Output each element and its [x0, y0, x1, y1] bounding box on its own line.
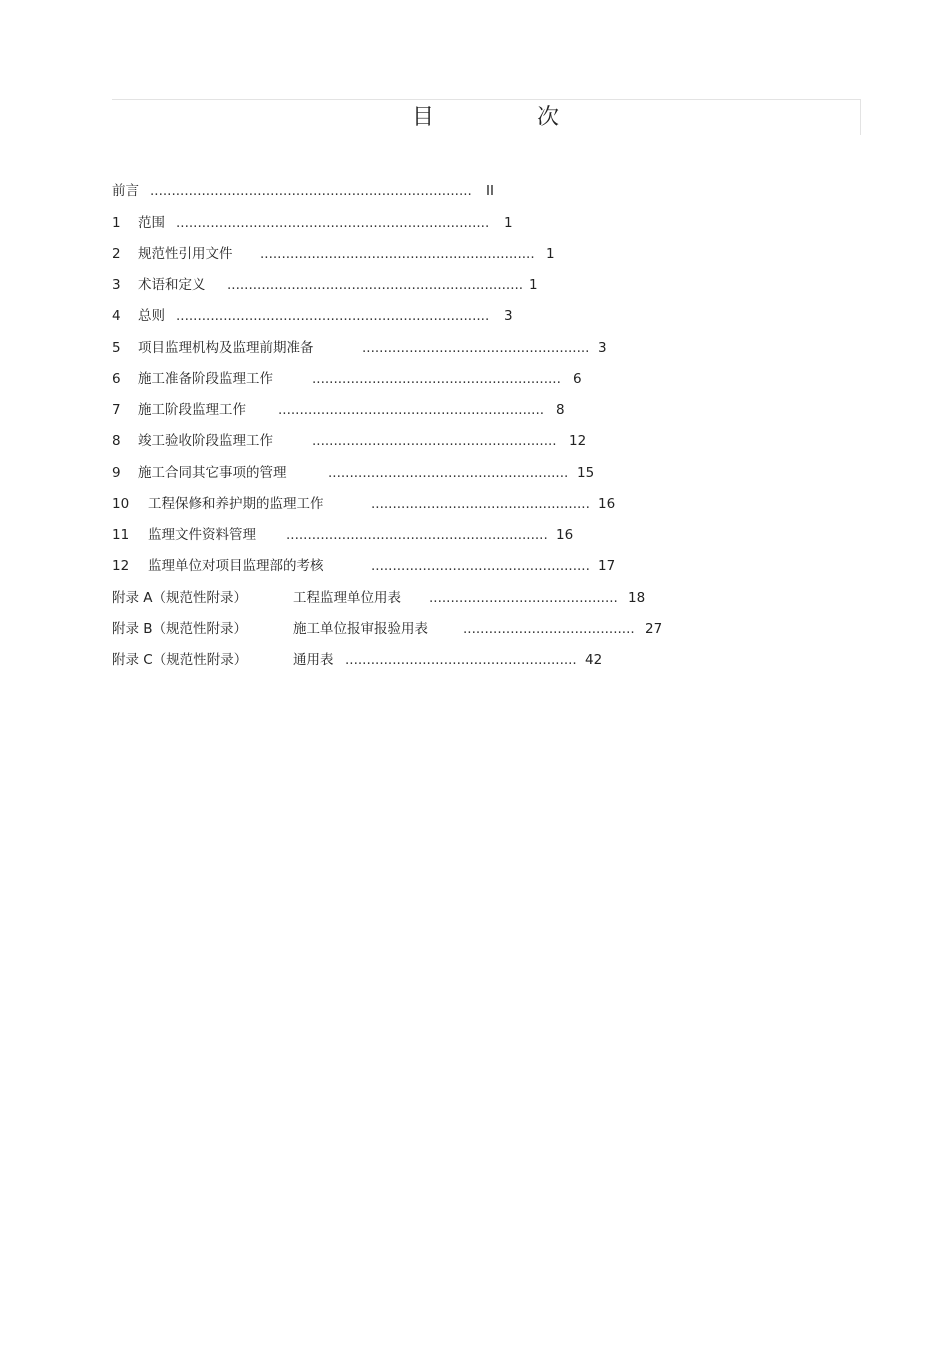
- toc-leader-dots: ................................................................: [260, 246, 535, 262]
- toc-entry-label: 监理文件资料管理: [148, 527, 256, 543]
- title-char-2: 次: [537, 105, 560, 130]
- toc-entry-label: 工程监理单位用表: [293, 590, 401, 606]
- toc-page-number: 3: [598, 340, 607, 356]
- toc-entry-number: 9: [112, 465, 121, 481]
- toc-entry-number: 4: [112, 308, 121, 324]
- toc-page-number: 8: [556, 402, 565, 418]
- header-side-rule: [860, 99, 861, 135]
- toc-entry-label: 施工合同其它事项的管理: [138, 465, 287, 481]
- toc-entry-label: 通用表: [293, 652, 334, 668]
- toc-page-number: 42: [585, 652, 603, 668]
- toc-leader-dots: ...................................................: [371, 558, 590, 574]
- toc-annex-label: 附录 C（规范性附录）: [112, 652, 248, 668]
- toc-leader-dots: ........................................................: [328, 465, 569, 481]
- toc-entry-label: 施工阶段监理工作: [138, 402, 246, 418]
- toc-entry-number: 8: [112, 433, 121, 449]
- toc-entry-label: 范围: [138, 215, 165, 231]
- toc-annex-label: 附录 A（规范性附录）: [112, 590, 248, 606]
- toc-leader-dots: .....................................................................: [227, 277, 524, 293]
- toc-entry-label: 前言: [112, 183, 139, 199]
- toc-entry-label: 工程保修和养护期的监理工作: [148, 496, 324, 512]
- toc-leader-dots: .............................................................: [286, 527, 548, 543]
- toc-entry-label: 竣工验收阶段监理工作: [138, 433, 273, 449]
- toc-page-number: 1: [529, 277, 538, 293]
- toc-page-number: 1: [504, 215, 513, 231]
- toc-page-number: 3: [504, 308, 513, 324]
- toc-entry-label: 监理单位对项目监理部的考核: [148, 558, 324, 574]
- toc-leader-dots: ......................................................: [345, 652, 577, 668]
- toc-leader-dots: .........................................................................: [176, 308, 490, 324]
- toc-annex-label: 附录 B（规范性附录）: [112, 621, 248, 637]
- toc-entry-number: 3: [112, 277, 121, 293]
- header-rule: [112, 99, 860, 100]
- toc-page-number: 12: [569, 433, 587, 449]
- toc-leader-dots: .........................................................................: [176, 215, 490, 231]
- toc-entry-number: 1: [112, 215, 121, 231]
- toc-page-number: 27: [645, 621, 663, 637]
- toc-page-number: II: [486, 183, 494, 199]
- toc-entry-label: 施工单位报审报验用表: [293, 621, 428, 637]
- toc-leader-dots: ........................................: [463, 621, 635, 637]
- toc-leader-dots: .........................................................: [312, 433, 557, 449]
- toc-page-number: 18: [628, 590, 646, 606]
- toc-entry-number: 12: [112, 558, 130, 574]
- toc-leader-dots: ..............................................................: [278, 402, 545, 418]
- toc-entry-label: 规范性引用文件: [138, 246, 233, 262]
- toc-entry-number: 5: [112, 340, 121, 356]
- toc-page-number: 16: [598, 496, 616, 512]
- toc-entry-number: 6: [112, 371, 121, 387]
- toc-leader-dots: ..........................................................: [312, 371, 561, 387]
- title-char-1: 目: [412, 105, 435, 130]
- toc-entry-label: 施工准备阶段监理工作: [138, 371, 273, 387]
- toc-page-number: 6: [573, 371, 582, 387]
- toc-page-number: 16: [556, 527, 574, 543]
- toc-page-number: 17: [598, 558, 616, 574]
- toc-entry-number: 7: [112, 402, 121, 418]
- toc-entry-number: 2: [112, 246, 121, 262]
- toc-leader-dots: ...........................................................................: [150, 183, 472, 199]
- toc-entry-label: 术语和定义: [138, 277, 206, 293]
- toc-entry-number: 11: [112, 527, 130, 543]
- toc-entry-label: 项目监理机构及监理前期准备: [138, 340, 314, 356]
- toc-entry-label: 总则: [138, 308, 165, 324]
- toc-leader-dots: ............................................: [429, 590, 618, 606]
- toc-page-number: 15: [577, 465, 595, 481]
- toc-entry-number: 10: [112, 496, 130, 512]
- toc-leader-dots: ...................................................: [371, 496, 590, 512]
- toc-page-number: 1: [546, 246, 555, 262]
- toc-leader-dots: .....................................................: [362, 340, 590, 356]
